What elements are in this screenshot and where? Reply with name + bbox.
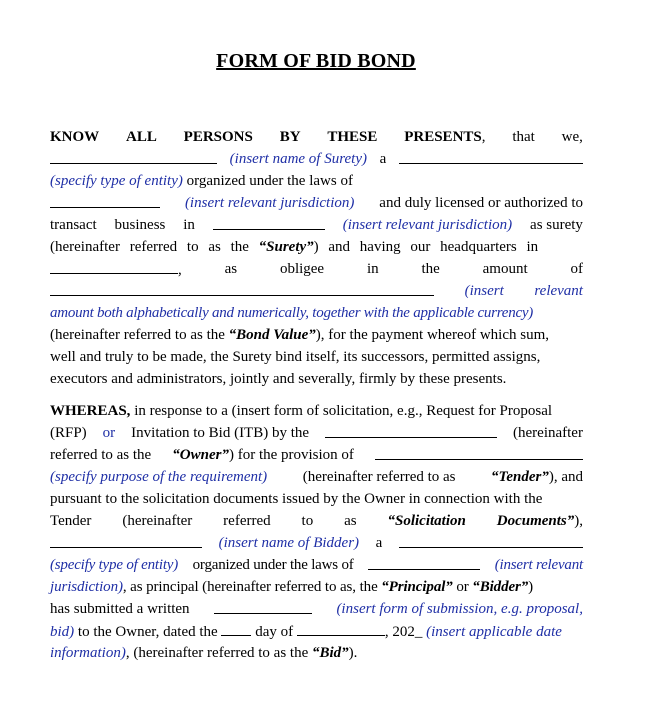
obligee-blank[interactable] [50, 258, 178, 274]
line-6: (hereinafter referred to as the “Surety”) and having our headquarters in [50, 239, 539, 255]
bidder-name-blank[interactable] [50, 532, 202, 548]
line-5: transact business in (insert relevant jurisdiction) as surety [50, 214, 583, 236]
line-13: WHEREAS, in response to a (insert form of solicitation, e.g., Request for Proposal [50, 403, 553, 419]
owner-blank[interactable] [325, 422, 497, 438]
line-12: executors and administrators, jointly and severally, firmly by these presents. [50, 371, 507, 387]
document-title: FORM OF BID BOND [216, 50, 416, 72]
line-11: well and truly to be made, the Surety bind itself, its successors, permitted assigns, [50, 349, 541, 365]
line-15: referred to as the “Owner”) for the provision of [50, 444, 583, 466]
line-21: jurisdiction), as principal (hereinafter referred to as, the “Principal” or “Bidder”) [50, 579, 534, 595]
bidder-entity-blank[interactable] [399, 532, 583, 548]
line-2: (insert name of Surety) a [50, 148, 583, 170]
line-22: has submitted a written (insert form of submission, e.g. proposal, [50, 598, 583, 620]
line-20: (specify type of entity) organized under the laws of (insert relevant [50, 554, 583, 576]
amount-blank[interactable] [50, 280, 434, 296]
jurisdiction-blank-2[interactable] [213, 214, 325, 230]
line-24: information), (hereinafter referred to as the “Bid”). [50, 645, 358, 661]
line-17: pursuant to the solicitation documents issued by the Owner in connection with the [50, 491, 543, 507]
surety-name-blank[interactable] [50, 148, 217, 164]
line-16: (specify purpose of the requirement) (hereinafter referred to as “Tender”), and [50, 469, 583, 485]
line-3: (specify type of entity) organized under the laws of [50, 173, 353, 189]
bidder-jurisdiction-blank[interactable] [368, 554, 480, 570]
line-9: amount both alphabetically and numerically, together with the applicable currency) [50, 305, 534, 321]
line-14: (RFP) or Invitation to Bid (ITB) by the (hereinafter [50, 422, 583, 444]
jurisdiction-blank-1[interactable] [50, 192, 160, 208]
day-blank[interactable] [221, 620, 251, 636]
provision-blank[interactable] [375, 444, 583, 460]
line-8: (insert relevant [50, 280, 583, 302]
line-23: bid) to the Owner, dated the day of , 202_ (insert applicable date [50, 620, 583, 642]
line-4: (insert relevant jurisdiction) and duly licensed or authorized to [50, 192, 583, 214]
paragraph-whereas [50, 400, 583, 664]
surety-entity-blank[interactable] [399, 148, 583, 164]
line-7: , as obligee in the amount of [50, 258, 583, 280]
submission-blank[interactable] [214, 598, 312, 614]
line-1: KNOW ALL PERSONS BY THESE PRESENTS, that we, [50, 129, 583, 145]
line-18: Tender (hereinafter referred to as “Solicitation Documents”), [50, 513, 583, 529]
line-10: (hereinafter referred to as the “Bond Value”), for the payment whereof which sum, [50, 327, 550, 343]
paragraph-know-all [50, 126, 583, 390]
month-blank[interactable] [297, 620, 385, 636]
line-19: (insert name of Bidder) a [50, 532, 583, 554]
